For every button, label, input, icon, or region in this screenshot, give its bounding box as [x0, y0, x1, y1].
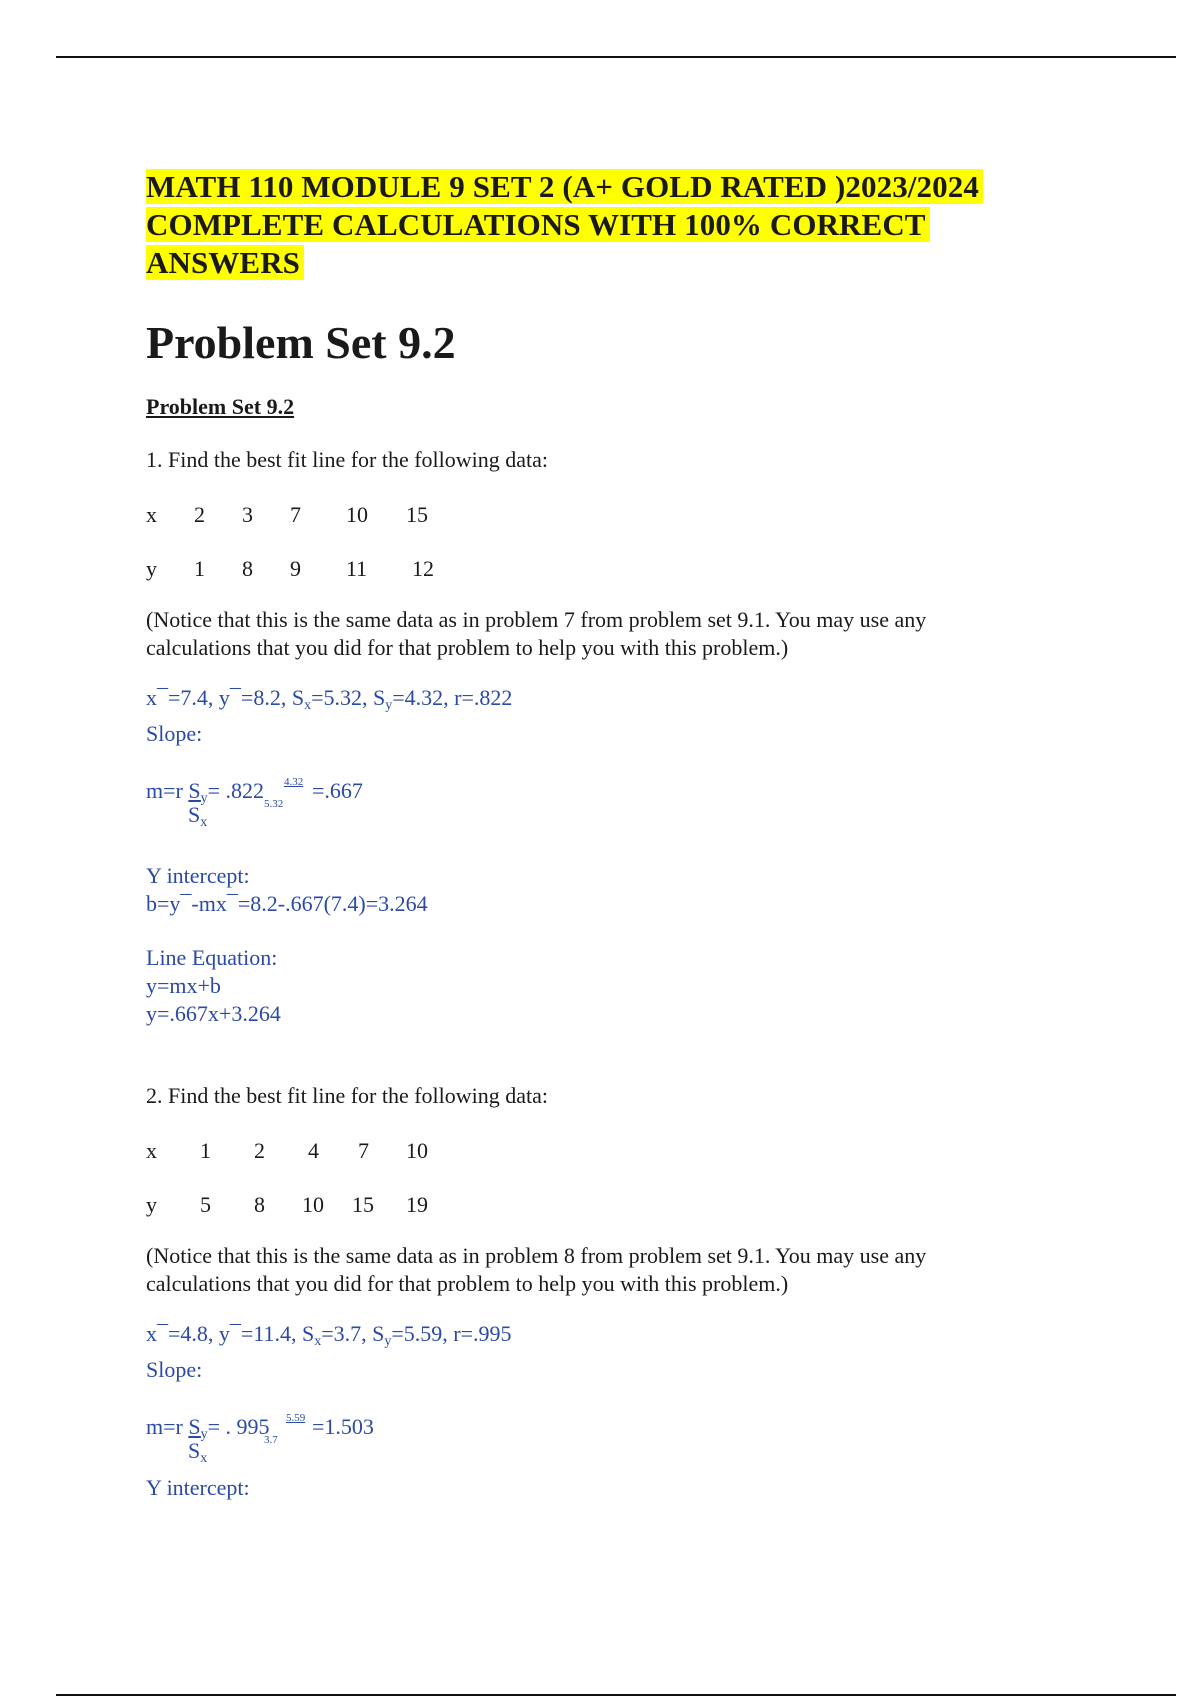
- top-rule: [56, 56, 1176, 58]
- formula-result: =1.503: [312, 1414, 374, 1439]
- x-value: 3: [242, 502, 253, 527]
- x-label: x: [146, 502, 157, 527]
- y-intercept-label: Y intercept:: [146, 1475, 250, 1500]
- fraction-numerator: 4.32: [284, 776, 304, 788]
- y-value: 9: [290, 556, 301, 581]
- problem-2-x-row: [146, 1138, 1046, 1164]
- problem-2-prompt: 2. Find the best fit line for the following data:: [146, 1083, 549, 1108]
- slope-label: Slope:: [146, 721, 203, 746]
- x-value: 1: [200, 1138, 211, 1163]
- line-equation-label: Line Equation:: [146, 945, 278, 970]
- x-value: 10: [346, 502, 368, 527]
- y-intercept-label: Y intercept:: [146, 863, 250, 888]
- problem-1-intercept: [146, 862, 1046, 918]
- fraction-denominator: 3.7: [264, 1434, 278, 1446]
- formula-lhs: m=r $S_y= .822$: [146, 778, 265, 806]
- y-value: 5: [200, 1192, 211, 1217]
- problem-1-x-row: [146, 502, 1046, 528]
- problem-1-slope-formula: [146, 778, 1046, 834]
- y-value: 19: [406, 1192, 428, 1217]
- fraction-denominator: 5.32: [264, 798, 284, 810]
- x-value: 4: [308, 1138, 319, 1163]
- line-equation-specific: y=.667x+3.264: [146, 1001, 281, 1026]
- formula-denominator: $S_x$: [188, 1438, 208, 1466]
- x-value: 10: [406, 1138, 428, 1163]
- x-value: 7: [290, 502, 301, 527]
- formula-denominator: $S_x$: [188, 802, 208, 830]
- problem-2-stats: [146, 1320, 1046, 1384]
- stats-line: x¯=4.8, y¯=11.4, $S_x=3.7$, $S_y=5.59$, r=.995: [146, 1321, 512, 1349]
- slope-label: Slope:: [146, 1357, 203, 1382]
- y-intercept-equation: b=y¯-mx¯=8.2-.667(7.4)=3.264: [146, 891, 428, 916]
- line-equation-general: y=mx+b: [146, 973, 221, 998]
- problem-1-prompt: 1. Find the best fit line for the following data:: [146, 447, 549, 472]
- y-value: 1: [194, 556, 205, 581]
- problem-1-stats: [146, 684, 1046, 748]
- y-value: 15: [352, 1192, 374, 1217]
- x-value: 15: [406, 502, 428, 527]
- section-heading: Problem Set 9.2: [146, 317, 456, 368]
- problem-2-note: (Notice that this is the same data as in problem 8 from problem set 9.1. You may use any calculations that you did for that problem to help you with this problem.): [146, 1243, 927, 1296]
- bottom-rule: [56, 1694, 1176, 1696]
- y-label: y: [146, 1192, 157, 1217]
- x-value: 7: [358, 1138, 369, 1163]
- y-value: 8: [242, 556, 253, 581]
- document-body: [146, 168, 1046, 1502]
- y-value: 12: [412, 556, 434, 581]
- subsection-heading: Problem Set 9.2: [146, 394, 295, 419]
- title-line-2: COMPLETE CALCULATIONS WITH 100% CORRECT: [146, 207, 930, 242]
- formula-result: =.667: [312, 778, 363, 803]
- problem-2-slope-formula: [146, 1414, 1046, 1470]
- x-label: x: [146, 1138, 157, 1163]
- formula-lhs: m=r $S_y=$ . 995: [146, 1414, 270, 1442]
- problem-1-y-row: [146, 556, 1046, 582]
- stats-line: x¯=7.4, y¯=8.2, $S_x=5.32$, $S_y=4.32$, r=.822: [146, 685, 513, 713]
- y-value: 11: [346, 556, 368, 581]
- title-line-1: MATH 110 MODULE 9 SET 2 (A+ GOLD RATED )2023/2024: [146, 169, 983, 204]
- x-value: 2: [254, 1138, 265, 1163]
- problem-2-intercept: [146, 1474, 1046, 1502]
- fraction-numerator: 5.59: [286, 1412, 306, 1424]
- problem-1-line-equation: [146, 944, 1046, 1028]
- document-title: [146, 168, 1026, 282]
- problem-1-note: (Notice that this is the same data as in problem 7 from problem set 9.1. You may use any calculations that you did for that problem to help you with this problem.): [146, 607, 927, 660]
- y-value: 10: [302, 1192, 324, 1217]
- y-value: 8: [254, 1192, 265, 1217]
- x-value: 2: [194, 502, 205, 527]
- problem-2-y-row: [146, 1192, 1046, 1218]
- title-line-3: ANSWERS: [146, 245, 304, 280]
- y-label: y: [146, 556, 157, 581]
